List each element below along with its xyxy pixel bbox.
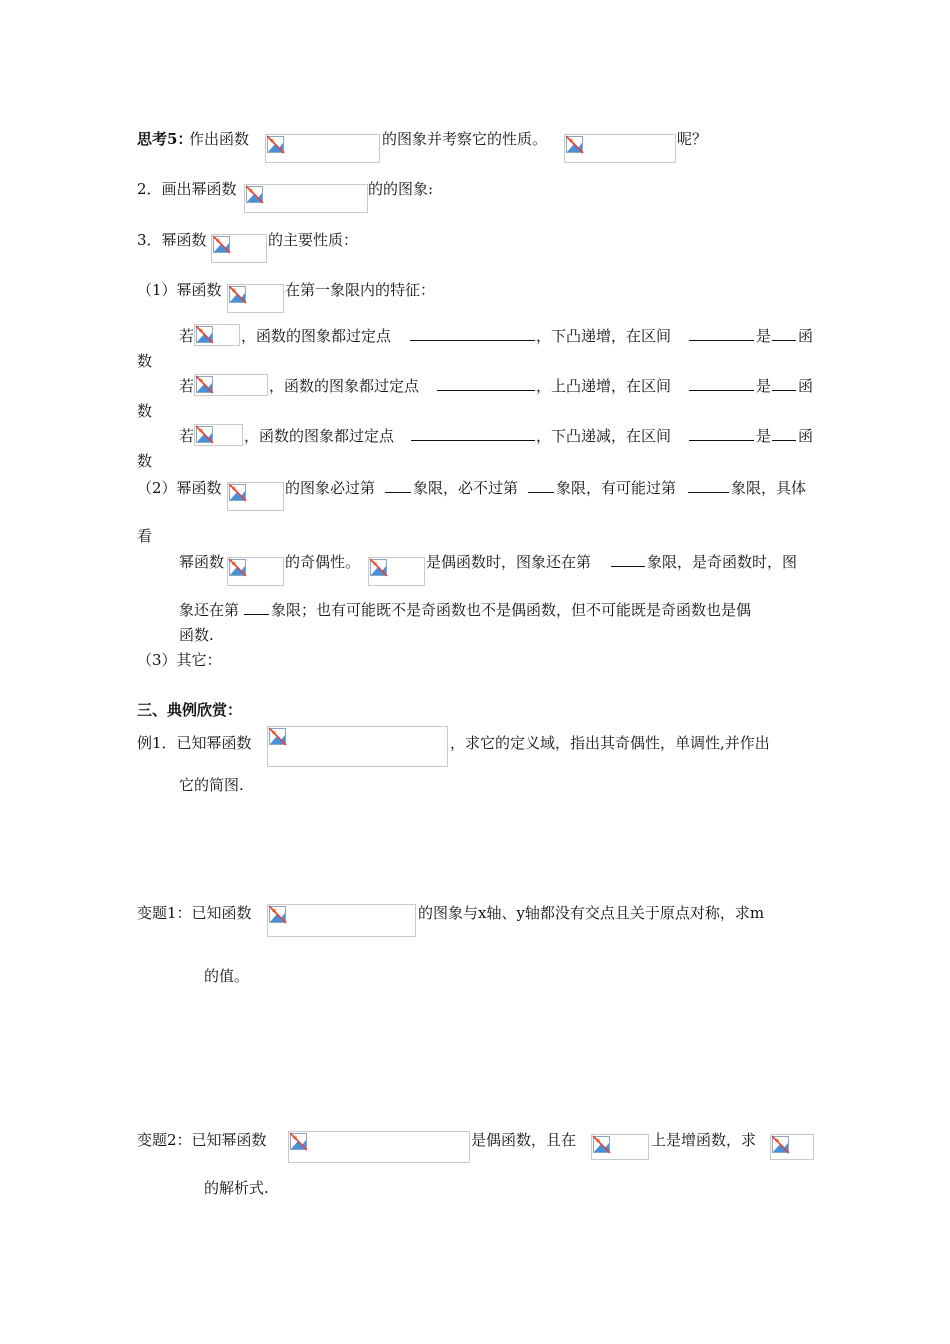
formula-image: [265, 134, 380, 163]
p2-text5: 象限，具体: [731, 479, 807, 497]
blank: [528, 478, 554, 498]
formula-image: [368, 557, 425, 586]
blank: [772, 326, 796, 346]
blank: [244, 600, 269, 620]
item2-text2: 的的图象:: [368, 180, 434, 198]
row-text-d: 函: [798, 427, 814, 445]
var2-text4: 的解析式.: [204, 1179, 269, 1197]
item3-text2: 的主要性质：: [268, 231, 359, 249]
broken-image-icon: [592, 1135, 611, 1154]
broken-image-icon: [228, 285, 247, 304]
ex1-text2: ，求它的定义域，指出其奇偶性，单调性,并作出: [450, 734, 770, 752]
row-text-c: 是: [756, 427, 772, 445]
think5-text2: 的图象并考察它的性质。: [382, 130, 548, 148]
p2-text3: 象限，必不过第: [413, 479, 519, 497]
row-wrap: 数: [137, 352, 153, 370]
row-text-a: ，函数的图象都过定点: [269, 377, 420, 395]
row-text-d: 函: [798, 327, 814, 345]
formula-image: [194, 324, 240, 346]
item2-text1: 2．画出幂函数: [137, 180, 237, 198]
blank: [410, 326, 535, 346]
p2-line4: 函数.: [179, 626, 214, 644]
formula-image: [564, 134, 676, 163]
broken-image-icon: [195, 375, 214, 394]
broken-image-icon: [268, 905, 287, 924]
formula-image: [194, 424, 243, 446]
broken-image-icon: [245, 185, 264, 204]
formula-image: [194, 374, 268, 396]
broken-image-icon: [228, 558, 247, 577]
row-text-c: 是: [756, 327, 772, 345]
p3-text: （3）其它：: [137, 651, 222, 669]
blank: [689, 426, 754, 446]
broken-image-icon: [771, 1135, 790, 1154]
var2-text1: 变题2：已知幂函数: [137, 1131, 267, 1149]
p2-line2c: 是偶函数时，图象还在第: [426, 553, 592, 571]
section-title: 三、典例欣赏：: [137, 701, 243, 719]
broken-image-icon: [195, 425, 214, 444]
formula-image: [591, 1134, 649, 1160]
row-text-c: 是: [756, 377, 772, 395]
var1-text1: 变题1：已知函数: [137, 904, 252, 922]
p2-text6: 看: [137, 527, 153, 545]
p2-line2b: 的奇偶性。: [285, 553, 361, 571]
ex1-text1: 例1．已知幂函数: [137, 734, 252, 752]
formula-image: [227, 557, 284, 586]
p2-text1: （2）幂函数: [137, 479, 222, 497]
row-text-d: 函: [798, 377, 814, 395]
formula-image: [770, 1134, 814, 1160]
formula-image: [211, 234, 267, 263]
var1-text2: 的图象与x轴、y轴都没有交点且关于原点对称，求m: [418, 904, 765, 922]
formula-image: [227, 482, 284, 511]
broken-image-icon: [212, 235, 231, 254]
blank: [437, 376, 535, 396]
blank: [772, 376, 796, 396]
p1-text2: 在第一象限内的特征：: [285, 281, 436, 299]
think5-text3: 呢？: [677, 130, 708, 148]
p2-line3a: 象还在第: [179, 601, 240, 619]
row-wrap: 数: [137, 402, 153, 420]
formula-image: [267, 904, 416, 937]
row-pre: 若: [179, 327, 195, 345]
formula-image: [267, 726, 448, 767]
row-text-a: ，函数的图象都过定点: [241, 327, 392, 345]
p2-line2a: 幂函数: [179, 553, 225, 571]
formula-image: [227, 284, 284, 313]
row-wrap: 数: [137, 452, 153, 470]
broken-image-icon: [289, 1132, 308, 1151]
blank: [689, 326, 754, 346]
broken-image-icon: [266, 135, 285, 154]
formula-image: [244, 184, 368, 213]
think5-label: 思考5：: [137, 130, 193, 148]
broken-image-icon: [369, 558, 388, 577]
row-text-b: ，下凸递增，在区间: [536, 327, 672, 345]
blank: [385, 478, 411, 498]
think5-text1: 作出函数: [189, 130, 250, 148]
var2-text3: 上是增函数，求: [651, 1131, 757, 1149]
broken-image-icon: [268, 727, 287, 746]
var2-text2: 是偶函数，且在: [471, 1131, 577, 1149]
blank: [689, 376, 754, 396]
var1-text3: 的值。: [204, 967, 250, 985]
blank: [411, 426, 535, 446]
row-text-a: ，函数的图象都过定点: [244, 427, 395, 445]
blank: [772, 426, 796, 446]
blank: [688, 478, 729, 498]
p2-line2d: 象限，是奇函数时，图: [647, 553, 798, 571]
item3-text1: 3．幂函数: [137, 231, 207, 249]
blank: [611, 552, 645, 572]
formula-image: [288, 1131, 470, 1163]
ex1-text3: 它的简图.: [179, 776, 244, 794]
p1-text1: （1）幂函数: [137, 281, 222, 299]
row-pre: 若: [179, 427, 195, 445]
row-pre: 若: [179, 377, 195, 395]
broken-image-icon: [228, 483, 247, 502]
broken-image-icon: [195, 325, 214, 344]
row-text-b: ，下凸递减，在区间: [536, 427, 672, 445]
p2-text2: 的图象必过第: [285, 479, 376, 497]
p2-line3b: 象限；也有可能既不是奇函数也不是偶函数，但不可能既是奇函数也是偶: [271, 601, 752, 619]
broken-image-icon: [565, 135, 584, 154]
p2-text4: 象限，有可能过第: [556, 479, 677, 497]
row-text-b: ，上凸递增，在区间: [536, 377, 672, 395]
